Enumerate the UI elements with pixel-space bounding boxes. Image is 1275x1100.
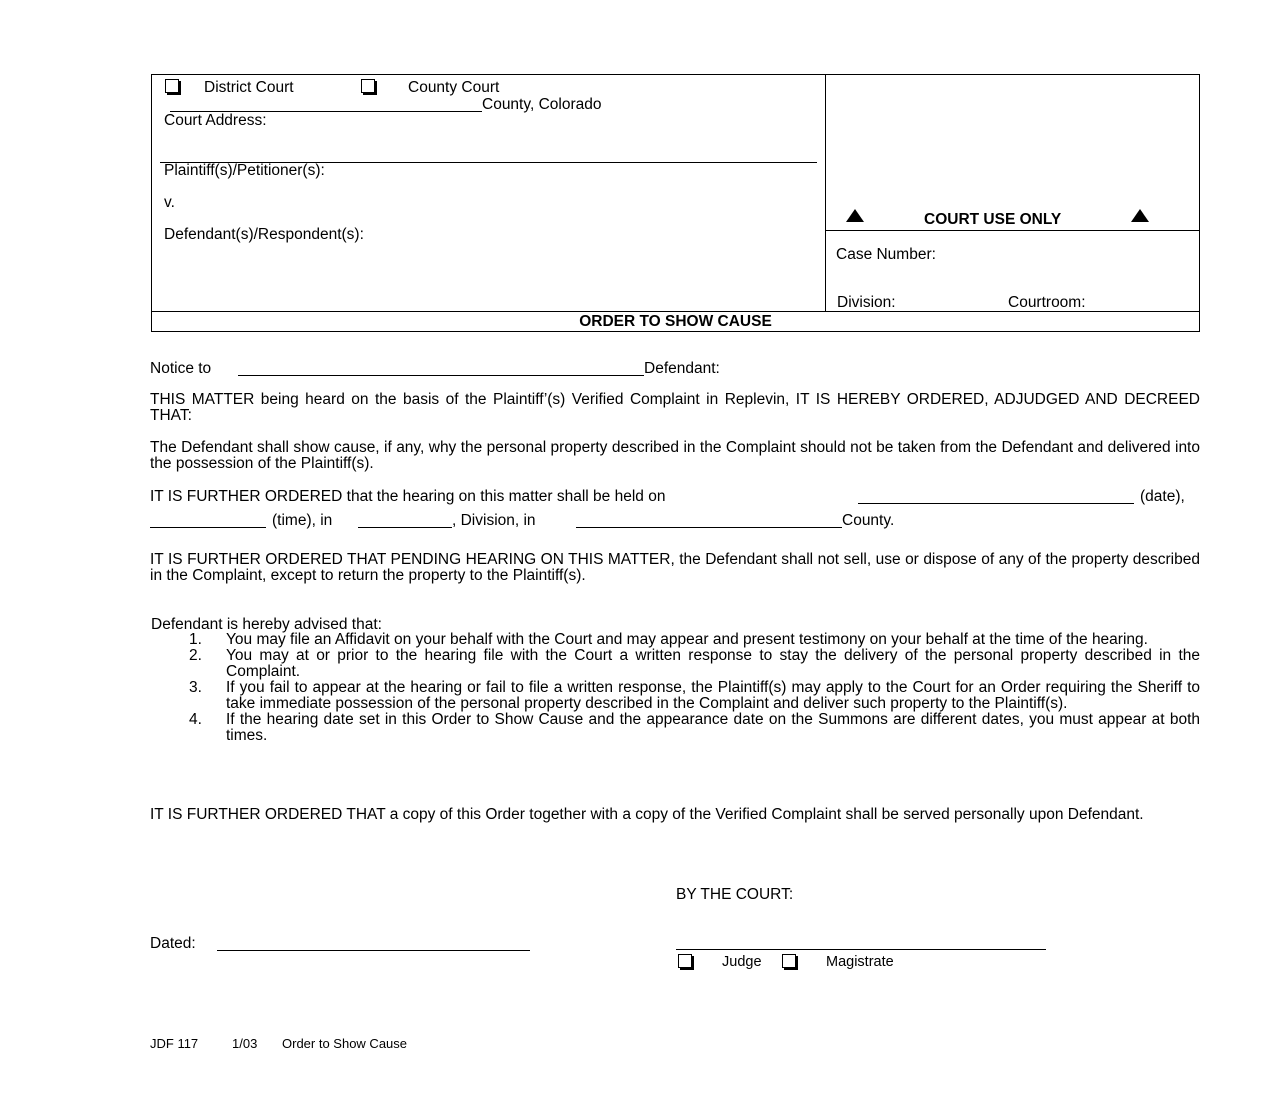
- advised-item: 4. If the hearing date set in this Order to Show Cause and the appearance date on the Summons are different dates, you must appear at both times.: [189, 711, 1200, 744]
- county-court-checkbox[interactable]: [361, 79, 375, 93]
- advised-item: 3. If you fail to appear at the hearing or fail to file a written response, the Plaintiff(s) may apply to the Court for an Order requiring the Sheriff to take immediate possession of the personal property described in the Complaint and deliver such property to the Plaintiff(s).: [189, 679, 1200, 712]
- date-label: (date),: [1140, 488, 1185, 505]
- signature-line[interactable]: [676, 949, 1046, 950]
- judge-label: Judge: [722, 954, 762, 970]
- dated-blank[interactable]: [217, 950, 530, 951]
- hearing-county-blank[interactable]: [576, 527, 842, 528]
- advised-item: 1. You may file an Affidavit on your behalf with the Court and may appear and present testimony on your behalf at the time of the hearing.: [189, 631, 1148, 648]
- advised-item: 2. You may at or prior to the hearing file with the Court a written response to stay the delivery of the personal property described in the Complaint.: [189, 647, 1200, 680]
- notice-defendant-blank[interactable]: [238, 375, 644, 376]
- courtroom-label: Courtroom:: [1008, 294, 1086, 311]
- hearing-division-blank[interactable]: [358, 527, 452, 528]
- defendants-label: Defendant(s)/Respondent(s):: [164, 226, 364, 243]
- service-order-paragraph: IT IS FURTHER ORDERED THAT a copy of this Order together with a copy of the Verified Complaint shall be served personally upon Defendant.: [150, 806, 1144, 823]
- court-use-only-label: COURT USE ONLY: [924, 211, 1062, 228]
- hearing-basis-paragraph: THIS MATTER being heard on the basis of the Plaintiff’(s) Verified Complaint in Replevin, IT IS HEREBY ORDERED, ADJUDGED AND DECREED THAT:: [150, 391, 1200, 424]
- hearing-time-blank[interactable]: [150, 527, 266, 528]
- advised-intro: Defendant is hereby advised that:: [151, 616, 382, 633]
- judge-checkbox[interactable]: [678, 954, 692, 968]
- up-arrow-icon: [1131, 209, 1149, 222]
- magistrate-label: Magistrate: [826, 954, 894, 970]
- time-label: (time), in: [272, 512, 333, 529]
- notice-to-label: Notice to: [150, 360, 212, 377]
- form-id: JDF 117: [150, 1036, 199, 1051]
- versus-label: v.: [164, 194, 175, 211]
- division-label: Division:: [837, 294, 896, 311]
- district-court-checkbox[interactable]: [165, 79, 179, 93]
- hearing-date-blank[interactable]: [858, 503, 1134, 504]
- dated-label: Dated:: [150, 935, 196, 952]
- up-arrow-icon: [846, 209, 864, 222]
- county-colorado-label: County, Colorado: [482, 96, 602, 113]
- advised-list: [151, 632, 1200, 744]
- form-revision: 1/03: [232, 1036, 258, 1051]
- hearing-order-text: IT IS FURTHER ORDERED that the hearing on this matter shall be held on: [150, 488, 666, 505]
- county-court-label: County Court: [408, 79, 500, 96]
- form-name: Order to Show Cause: [282, 1036, 408, 1051]
- case-number-label: Case Number:: [836, 246, 936, 263]
- pending-hearing-paragraph: IT IS FURTHER ORDERED THAT PENDING HEARING ON THIS MATTER, the Defendant shall not sell, use or dispose of any of the property described in the Complaint, except to return the property to the Plaintiff(s).: [150, 551, 1200, 584]
- district-court-label: District Court: [204, 79, 294, 96]
- plaintiffs-label: Plaintiff(s)/Petitioner(s):: [164, 162, 325, 179]
- court-address-label: Court Address:: [164, 112, 267, 129]
- notice-defendant-label: Defendant:: [644, 360, 720, 377]
- show-cause-paragraph: The Defendant shall show cause, if any, why the personal property described in the Complaint should not be taken from the Defendant and delivered into the possession of the Plaintiff(s).: [150, 439, 1200, 472]
- by-the-court-label: BY THE COURT:: [676, 886, 794, 903]
- magistrate-checkbox[interactable]: [782, 954, 796, 968]
- form-title: ORDER TO SHOW CAUSE: [579, 313, 772, 330]
- division-in-label: , Division, in: [452, 512, 536, 529]
- county-label: County.: [842, 512, 895, 529]
